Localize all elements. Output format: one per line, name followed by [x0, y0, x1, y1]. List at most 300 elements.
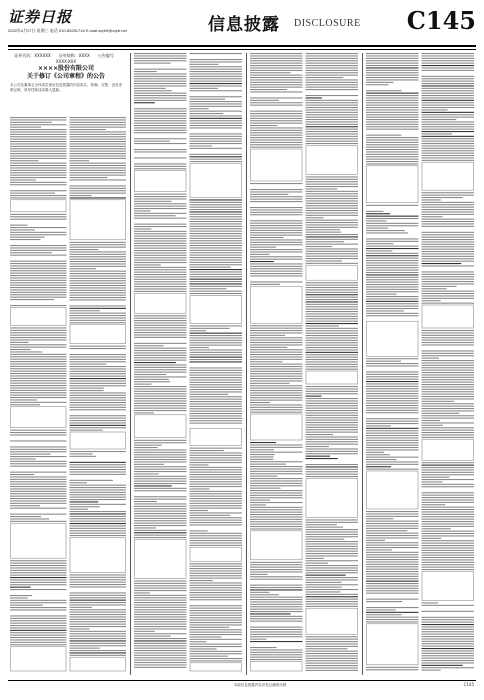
- text-line: [134, 508, 187, 509]
- text-line: [422, 55, 475, 56]
- text-line: [70, 266, 127, 267]
- text-line: [134, 320, 187, 321]
- text-line: [250, 492, 303, 493]
- text-line: [366, 265, 419, 266]
- table-cell: [70, 200, 126, 240]
- text-line: [134, 650, 187, 651]
- text-line: [10, 122, 52, 123]
- text-line: [422, 195, 475, 196]
- text-line: [422, 249, 475, 250]
- text-line: [134, 63, 171, 64]
- text-line: [422, 504, 446, 505]
- text-line: [134, 513, 187, 514]
- text-line: [306, 75, 359, 76]
- text-line: [190, 106, 243, 107]
- text-line: [134, 621, 187, 622]
- text-line: [10, 337, 67, 338]
- text-line: [306, 364, 359, 365]
- text-line: [70, 602, 127, 603]
- text-line: [10, 402, 67, 403]
- text-line: [306, 417, 359, 418]
- text-line: [10, 172, 67, 173]
- text-line: [250, 589, 303, 590]
- text-line: [190, 592, 243, 593]
- text-line: [134, 95, 187, 96]
- footer-rule: [8, 680, 476, 681]
- text-line: [190, 481, 243, 482]
- text-line: [306, 439, 359, 440]
- text-line: [366, 513, 419, 514]
- text-line: [306, 400, 359, 401]
- text-line: [190, 540, 243, 541]
- text-line: [422, 102, 475, 103]
- text-line: [190, 382, 243, 383]
- text-line: [190, 61, 243, 62]
- text-line: [250, 613, 291, 614]
- text-line: [422, 555, 475, 556]
- text-line: [306, 582, 342, 583]
- text-line: [306, 133, 359, 134]
- text-line: [306, 579, 359, 580]
- text-line: [134, 240, 187, 241]
- text-line: [422, 298, 475, 299]
- text-line: [10, 227, 67, 228]
- text-line: [306, 253, 359, 254]
- text-line: [10, 637, 67, 638]
- text-line: [70, 604, 127, 605]
- text-line: [10, 630, 67, 631]
- text-line: [306, 58, 359, 59]
- text-line: [190, 573, 243, 574]
- text-line: [422, 221, 475, 222]
- text-line: [306, 181, 359, 182]
- text-line: [10, 363, 67, 364]
- text-line: [306, 239, 359, 240]
- text-line: [422, 396, 475, 397]
- text-line: [70, 254, 127, 255]
- text-line: [250, 225, 303, 226]
- text-line: [10, 383, 67, 384]
- text-line: [190, 605, 243, 606]
- text-line: [306, 220, 359, 221]
- text-line: [306, 184, 359, 185]
- text-line: [366, 77, 419, 78]
- text-line: [422, 511, 475, 512]
- text-line: [366, 154, 419, 155]
- text-line: [250, 227, 303, 228]
- text-line: [190, 286, 243, 287]
- text-line: [10, 195, 67, 196]
- text-line: [70, 290, 127, 291]
- text-line: [306, 224, 359, 225]
- text-line: [134, 464, 164, 465]
- text-line: [422, 276, 475, 277]
- text-line: [134, 369, 187, 370]
- text-line: [10, 589, 67, 590]
- text-line: [190, 627, 230, 628]
- text-line: [306, 541, 359, 542]
- text-line: [306, 575, 346, 576]
- text-line: [306, 432, 359, 433]
- text-line: [306, 179, 359, 180]
- text-line: [10, 141, 67, 142]
- text-line: [190, 639, 243, 640]
- text-line: [306, 124, 359, 125]
- text-line: [10, 607, 67, 608]
- text-line: [190, 508, 243, 509]
- table-cell: [251, 286, 303, 323]
- text-line: [306, 420, 359, 421]
- text-line: [134, 269, 187, 270]
- text-line: [422, 283, 475, 284]
- text-line: [250, 562, 303, 563]
- text-line: [190, 66, 243, 67]
- text-line: [134, 198, 187, 199]
- text-line: [366, 313, 419, 314]
- text-line: [250, 366, 303, 367]
- text-line: [422, 219, 475, 220]
- text-line: [134, 511, 187, 512]
- text-line: [366, 528, 419, 529]
- text-line: [250, 585, 303, 586]
- text-line: [134, 318, 187, 319]
- text-line: [306, 572, 359, 573]
- text-line: [422, 226, 475, 227]
- text-line: [134, 76, 187, 77]
- text-line: [306, 260, 342, 261]
- column-divider: [246, 53, 247, 675]
- text-line: [134, 332, 187, 333]
- text-line: [250, 263, 303, 264]
- text-line: [70, 640, 127, 641]
- text-line: [190, 524, 243, 525]
- text-line: [250, 444, 303, 445]
- text-line: [422, 153, 475, 154]
- text-line: [250, 115, 303, 116]
- text-line: [134, 291, 187, 292]
- text-line: [190, 530, 208, 531]
- text-line: [422, 629, 475, 630]
- text-line: [366, 421, 419, 422]
- text-line: [306, 131, 359, 132]
- text-line: [134, 284, 187, 285]
- text-line: [366, 571, 419, 572]
- text-line: [366, 129, 419, 130]
- text-line: [134, 143, 187, 144]
- table-cell: [251, 149, 303, 181]
- text-line: [422, 330, 475, 331]
- text-line: [422, 216, 443, 217]
- text-line: [422, 65, 475, 66]
- text-line: [70, 271, 127, 272]
- text-line: [10, 214, 67, 215]
- text-line: [250, 629, 303, 630]
- text-line: [250, 473, 303, 474]
- text-line: [10, 503, 67, 504]
- text-line: [422, 337, 475, 338]
- text-line: [190, 568, 243, 569]
- text-line: [134, 393, 187, 394]
- text-line: [134, 447, 158, 448]
- text-line: [250, 105, 303, 106]
- text-line: [250, 72, 291, 73]
- text-line: [70, 645, 127, 646]
- text-line: [422, 391, 475, 392]
- text-line: [306, 641, 359, 642]
- table-cell: [306, 478, 358, 517]
- text-line: [134, 643, 187, 644]
- text-line: [190, 648, 217, 649]
- text-line: [422, 150, 475, 151]
- text-line: [250, 352, 303, 353]
- text-line: [190, 420, 243, 421]
- text-line: [134, 330, 187, 331]
- text-line: [134, 655, 187, 656]
- table-cell: [190, 429, 242, 446]
- text-line: [366, 308, 419, 309]
- text-line: [366, 523, 419, 524]
- text-line: [70, 464, 127, 465]
- text-line: [70, 530, 127, 531]
- text-line: [422, 562, 475, 563]
- text-line: [134, 352, 187, 353]
- text-line: [366, 461, 419, 462]
- text-line: [10, 179, 36, 180]
- text-line: [70, 354, 127, 355]
- text-line: [10, 565, 67, 566]
- text-line: [366, 374, 419, 375]
- text-line: [250, 606, 303, 607]
- text-line: [70, 299, 127, 300]
- text-line: [10, 491, 67, 492]
- text-line: [366, 144, 419, 145]
- text-line: [134, 400, 187, 401]
- text-line: [366, 117, 419, 118]
- text-line: [422, 350, 475, 351]
- text-line: [190, 78, 243, 79]
- text-line: [306, 422, 359, 423]
- text-line: [422, 131, 475, 132]
- text-line: [190, 255, 243, 256]
- text-line: [422, 564, 475, 565]
- text-line: [10, 247, 67, 248]
- text-line: [190, 59, 243, 60]
- text-line: [70, 480, 113, 481]
- text-line: [134, 506, 187, 507]
- text-line: [70, 122, 127, 123]
- text-line: [366, 112, 419, 113]
- text-line: [366, 63, 419, 64]
- text-line: [306, 539, 345, 540]
- text-line: [70, 579, 127, 580]
- text-line: [422, 76, 475, 77]
- text-line: [306, 429, 359, 430]
- text-line: [134, 518, 187, 519]
- text-line: [10, 440, 67, 441]
- text-line: [70, 397, 127, 398]
- text-line: [422, 509, 475, 510]
- text-line: [366, 291, 419, 292]
- text-line: [190, 474, 243, 475]
- text-line: [366, 284, 419, 285]
- text-line: [422, 129, 475, 130]
- text-line: [10, 124, 67, 125]
- text-line: [422, 398, 475, 399]
- text-line: [366, 213, 390, 214]
- text-line: [10, 158, 67, 159]
- text-line: [250, 330, 303, 331]
- text-line: [306, 349, 359, 350]
- text-line: [10, 197, 67, 198]
- text-line: [190, 387, 243, 388]
- text-line: [250, 259, 303, 260]
- text-line: [306, 560, 359, 561]
- text-line: [366, 282, 419, 283]
- text-line: [366, 452, 384, 453]
- text-line: [134, 279, 187, 280]
- text-line: [366, 161, 419, 162]
- text-line: [10, 344, 67, 345]
- text-line: [422, 124, 475, 125]
- text-line: [134, 81, 187, 82]
- text-line: [366, 601, 402, 602]
- text-line: [422, 145, 475, 146]
- text-line: [422, 434, 475, 435]
- text-line: [10, 434, 67, 435]
- text-line: [306, 471, 359, 472]
- text-line: [70, 287, 127, 288]
- text-line: [422, 83, 475, 84]
- text-line: [366, 561, 419, 562]
- text-line: [250, 183, 303, 184]
- text-line: [190, 656, 229, 657]
- text-line: [422, 258, 475, 259]
- text-line: [10, 570, 67, 571]
- text-line: [70, 518, 127, 519]
- text-line: [366, 137, 419, 138]
- text-line: [190, 293, 243, 294]
- text-line: [306, 227, 359, 228]
- text-line: [10, 143, 67, 144]
- text-line: [10, 182, 67, 183]
- text-line: [366, 58, 419, 59]
- text-line: [250, 456, 274, 457]
- text-line: [306, 109, 359, 110]
- text-line: [250, 524, 303, 525]
- text-line: [70, 315, 127, 316]
- text-line: [306, 55, 359, 56]
- text-line: [422, 552, 475, 553]
- text-line: [366, 535, 419, 536]
- text-line: [366, 310, 404, 311]
- text-line: [306, 551, 359, 552]
- text-line: [422, 567, 475, 568]
- table-cell: [135, 293, 187, 313]
- text-line: [190, 379, 243, 380]
- text-line: [306, 95, 359, 96]
- text-line: [250, 507, 303, 508]
- text-line: [422, 619, 475, 620]
- text-line: [10, 127, 41, 128]
- text-line: [190, 154, 243, 155]
- text-line: [190, 228, 243, 229]
- text-line: [70, 521, 127, 522]
- text-line: [366, 559, 419, 560]
- text-line: [366, 159, 419, 160]
- notice-header: [10, 53, 122, 93]
- text-line: [422, 418, 475, 419]
- text-line: [70, 471, 127, 472]
- text-line: [366, 53, 419, 54]
- text-line: [366, 72, 419, 73]
- text-line: [10, 481, 67, 482]
- text-line: [10, 577, 67, 578]
- text-line: [422, 78, 475, 79]
- text-line: [70, 195, 92, 196]
- text-line: [70, 259, 127, 260]
- text-line: [250, 480, 303, 481]
- text-line: [250, 268, 303, 269]
- table-cell: [306, 145, 358, 174]
- text-line: [366, 211, 383, 212]
- text-line: [190, 590, 243, 591]
- text-line: [250, 471, 303, 472]
- text-line: [190, 76, 243, 77]
- text-line: [10, 456, 67, 457]
- text-line: [366, 205, 419, 206]
- text-line: [10, 560, 67, 561]
- text-line: [422, 384, 475, 385]
- text-line: [10, 476, 67, 477]
- text-line: [10, 153, 67, 154]
- text-line: [190, 375, 243, 376]
- text-line: [422, 342, 475, 343]
- text-line: [10, 446, 67, 447]
- text-line: [422, 88, 475, 89]
- text-line: [134, 334, 187, 335]
- text-line: [306, 653, 359, 654]
- text-line: [190, 599, 243, 600]
- text-line: [10, 237, 45, 238]
- table-cell: [70, 325, 126, 344]
- text-line: [422, 382, 475, 383]
- text-line: [10, 618, 67, 619]
- text-line: [250, 442, 276, 443]
- text-line: [422, 605, 475, 606]
- text-line: [306, 415, 359, 416]
- text-line: [250, 383, 289, 384]
- text-line: [366, 306, 419, 307]
- text-line: [366, 102, 419, 103]
- text-line: [134, 355, 187, 356]
- text-line: [306, 138, 359, 139]
- text-line: [366, 442, 419, 443]
- text-line: [306, 87, 359, 88]
- text-line: [306, 215, 359, 216]
- text-line: [366, 557, 419, 558]
- text-line: [250, 512, 303, 513]
- text-line: [422, 355, 475, 356]
- text-line: [190, 204, 243, 205]
- text-line: [190, 345, 243, 346]
- text-line: [422, 244, 475, 245]
- text-line: [250, 235, 303, 236]
- text-line: [190, 73, 243, 74]
- text-line: [422, 90, 475, 91]
- text-line: [134, 168, 187, 169]
- text-line: [70, 453, 93, 454]
- text-line: [190, 413, 243, 414]
